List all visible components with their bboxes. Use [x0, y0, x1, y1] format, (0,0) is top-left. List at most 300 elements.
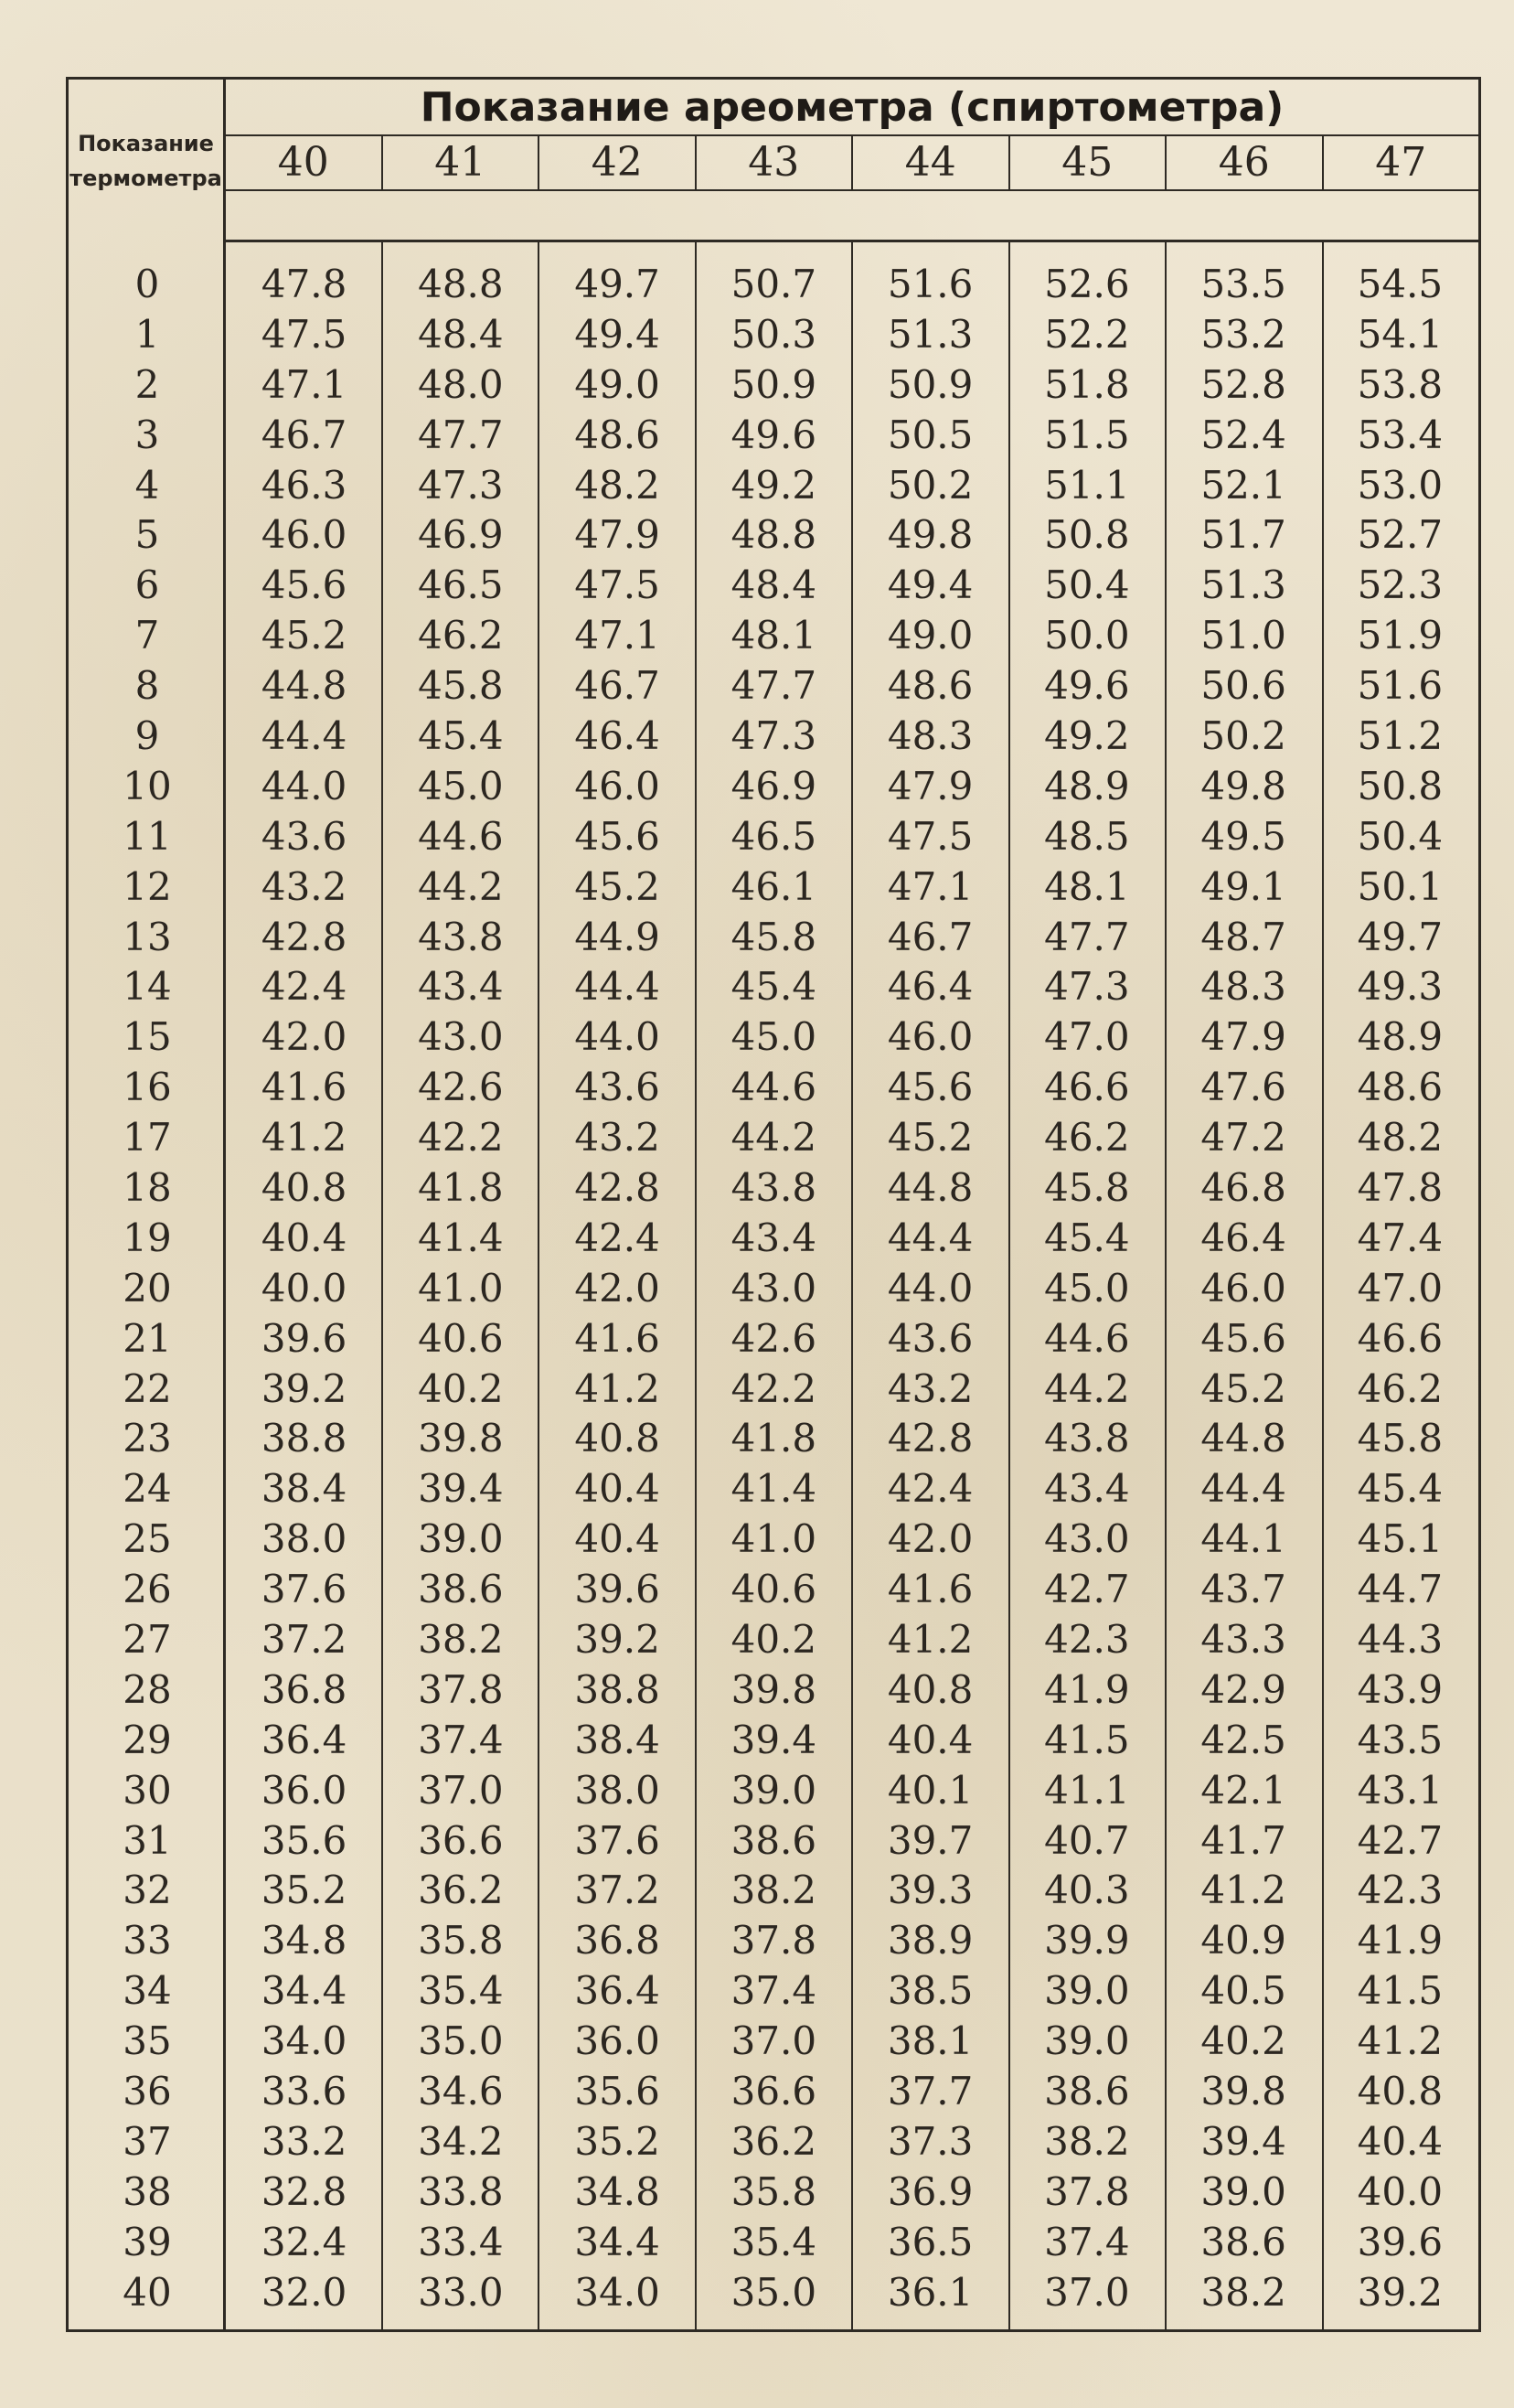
table-cell: 46.4 — [1200, 1215, 1286, 1260]
table-cell: 39.6 — [574, 1567, 660, 1612]
table-cell: 48.6 — [574, 412, 660, 457]
table-cell: 43.4 — [730, 1215, 817, 1260]
table-cell: 43.7 — [1200, 1567, 1286, 1612]
table-cell: 48.6 — [887, 663, 974, 709]
table-cell: 35.2 — [261, 1868, 347, 1913]
table-row — [69, 1715, 1478, 1765]
table-cell: 44.7 — [1357, 1567, 1444, 1612]
table-cell: 41.0 — [418, 1265, 504, 1311]
table-cell: 49.6 — [1044, 663, 1130, 709]
column-header-0: 40 — [226, 134, 383, 189]
table-cell: 46.7 — [261, 412, 347, 457]
table-cell: 36.4 — [261, 1717, 347, 1762]
table-cell: 52.8 — [1200, 361, 1286, 407]
thermometer-reading: 10 — [123, 763, 172, 808]
table-cell: 44.0 — [887, 1265, 974, 1311]
thermometer-header-cell — [69, 80, 226, 242]
table-cell: 38.8 — [261, 1416, 347, 1461]
table-cell: 45.2 — [1200, 1365, 1286, 1411]
thermometer-reading: 31 — [123, 1817, 172, 1863]
table-cell: 36.0 — [574, 2018, 660, 2064]
thermometer-reading: 13 — [123, 914, 172, 959]
table-cell: 44.0 — [261, 763, 347, 808]
table-cell: 52.1 — [1200, 462, 1286, 508]
table-cell: 43.2 — [261, 863, 347, 909]
table-cell: 37.4 — [1044, 2219, 1130, 2264]
table-cell: 35.6 — [261, 1817, 347, 1863]
table-cell: 48.9 — [1357, 1014, 1444, 1060]
thermometer-reading: 20 — [123, 1265, 172, 1311]
table-cell: 47.9 — [887, 763, 974, 808]
table-cell: 38.4 — [261, 1466, 347, 1512]
table-cell: 51.3 — [1200, 562, 1286, 608]
table-cell: 44.6 — [730, 1065, 817, 1110]
table-cell: 43.9 — [1357, 1666, 1444, 1712]
table-cell: 50.3 — [730, 311, 817, 357]
table-cell: 44.4 — [261, 712, 347, 758]
table-cell: 50.6 — [1200, 663, 1286, 709]
table-cell: 50.5 — [887, 412, 974, 457]
table-cell: 46.7 — [574, 663, 660, 709]
table-cell: 35.6 — [574, 2069, 660, 2114]
table-row — [69, 1765, 1478, 1815]
table-cell: 45.8 — [1044, 1164, 1130, 1210]
table-cell: 46.2 — [1357, 1365, 1444, 1411]
table-cell: 32.0 — [261, 2269, 347, 2315]
table-cell: 47.0 — [1044, 1014, 1130, 1060]
table-row — [69, 1162, 1478, 1213]
table-cell: 51.5 — [1044, 412, 1130, 457]
table-cell: 40.4 — [574, 1466, 660, 1512]
table-cell: 42.0 — [261, 1014, 347, 1060]
column-header-6: 46 — [1167, 134, 1324, 189]
table-cell: 41.5 — [1357, 1968, 1444, 2014]
table-cell: 42.7 — [1357, 1817, 1444, 1863]
table-cell: 51.2 — [1357, 712, 1444, 758]
table-cell: 48.0 — [418, 361, 504, 407]
table-cell: 47.1 — [261, 361, 347, 407]
table-cell: 49.1 — [1200, 863, 1286, 909]
thermometer-reading: 11 — [123, 813, 172, 859]
table-cell: 44.6 — [418, 813, 504, 859]
table-cell: 50.0 — [1044, 613, 1130, 658]
table-cell: 48.8 — [418, 261, 504, 306]
table-cell: 39.8 — [418, 1416, 504, 1461]
corner-label-line1: Показание — [78, 131, 214, 156]
table-cell: 42.2 — [730, 1365, 817, 1411]
table-cell: 47.5 — [261, 311, 347, 357]
table-cell: 43.8 — [418, 914, 504, 959]
table-cell: 41.8 — [418, 1164, 504, 1210]
table-cell: 40.5 — [1200, 1968, 1286, 2014]
thermometer-reading: 14 — [123, 964, 172, 1010]
table-cell: 39.0 — [1044, 1968, 1130, 2014]
table-cell: 46.1 — [730, 863, 817, 909]
thermometer-reading: 8 — [134, 663, 160, 709]
table-cell: 41.1 — [1044, 1767, 1130, 1813]
table-cell: 40.1 — [887, 1767, 974, 1813]
table-cell: 41.6 — [574, 1315, 660, 1361]
table-cell: 34.0 — [261, 2018, 347, 2064]
table-cell: 44.4 — [887, 1215, 974, 1260]
table-cell: 33.6 — [261, 2069, 347, 2114]
table-cell: 44.6 — [1044, 1315, 1130, 1361]
table-cell: 49.0 — [574, 361, 660, 407]
table-cell: 43.0 — [1044, 1516, 1130, 1562]
table-cell: 36.0 — [261, 1767, 347, 1813]
thermometer-reading: 15 — [123, 1014, 172, 1060]
table-cell: 42.8 — [574, 1164, 660, 1210]
table-row — [69, 2016, 1478, 2066]
table-cell: 46.3 — [261, 462, 347, 508]
table-cell: 47.6 — [1200, 1065, 1286, 1110]
table-cell: 39.2 — [261, 1365, 347, 1411]
table-cell: 49.2 — [730, 462, 817, 508]
table-cell: 53.0 — [1357, 462, 1444, 508]
table-cell: 46.4 — [887, 964, 974, 1010]
table-cell: 50.9 — [730, 361, 817, 407]
table-row — [69, 961, 1478, 1011]
table-cell: 46.6 — [1357, 1315, 1444, 1361]
table-cell: 36.6 — [418, 1817, 504, 1863]
table-cell: 48.1 — [1044, 863, 1130, 909]
table-cell: 37.4 — [418, 1717, 504, 1762]
table-cell: 45.6 — [574, 813, 660, 859]
table-cell: 36.2 — [418, 1868, 504, 1913]
table-cell: 39.0 — [730, 1767, 817, 1813]
thermometer-reading: 5 — [134, 512, 160, 558]
table-row — [69, 509, 1478, 560]
table-cell: 38.4 — [574, 1717, 660, 1762]
table-cell: 51.1 — [1044, 462, 1130, 508]
table-cell: 43.2 — [574, 1115, 660, 1161]
table-row — [69, 460, 1478, 510]
table-row — [69, 862, 1478, 912]
table-cell: 36.6 — [730, 2069, 817, 2114]
table-cell: 47.1 — [574, 613, 660, 658]
table-cell: 48.4 — [418, 311, 504, 357]
table-body — [69, 259, 1478, 2317]
table-cell: 43.6 — [887, 1315, 974, 1361]
table-cell: 41.2 — [887, 1616, 974, 1662]
table-cell: 38.5 — [887, 1968, 974, 2014]
table-cell: 41.8 — [730, 1416, 817, 1461]
table-cell: 48.1 — [730, 613, 817, 658]
table-cell: 44.2 — [418, 863, 504, 909]
table-cell: 48.9 — [1044, 763, 1130, 808]
table-cell: 50.4 — [1044, 562, 1130, 608]
table-cell: 45.4 — [418, 712, 504, 758]
table-cell: 41.4 — [418, 1215, 504, 1260]
thermometer-reading: 28 — [123, 1666, 172, 1712]
table-cell: 33.4 — [418, 2219, 504, 2264]
table-cell: 39.2 — [1357, 2269, 1444, 2315]
table-cell: 37.2 — [574, 1868, 660, 1913]
table-cell: 34.0 — [574, 2269, 660, 2315]
table-cell: 51.9 — [1357, 613, 1444, 658]
table-cell: 46.4 — [574, 712, 660, 758]
table-cell: 46.0 — [887, 1014, 974, 1060]
table-row — [69, 711, 1478, 761]
thermometer-reading: 18 — [123, 1164, 172, 1210]
table-cell: 45.6 — [887, 1065, 974, 1110]
table-cell: 44.0 — [574, 1014, 660, 1060]
table-cell: 53.4 — [1357, 412, 1444, 457]
thermometer-reading: 30 — [123, 1767, 172, 1813]
table-cell: 38.2 — [418, 1616, 504, 1662]
table-row — [69, 1364, 1478, 1414]
thermometer-reading: 7 — [134, 613, 160, 658]
table-cell: 37.4 — [730, 1968, 817, 2014]
table-cell: 53.2 — [1200, 311, 1286, 357]
table-cell: 41.9 — [1357, 1918, 1444, 1964]
table-cell: 40.4 — [887, 1717, 974, 1762]
table-cell: 38.2 — [730, 1868, 817, 1913]
table-cell: 40.2 — [418, 1365, 504, 1411]
table-row — [69, 2116, 1478, 2167]
table-cell: 35.0 — [418, 2018, 504, 2064]
table-cell: 46.5 — [730, 813, 817, 859]
table-cell: 39.8 — [730, 1666, 817, 1712]
table-cell: 49.5 — [1200, 813, 1286, 859]
table-row — [69, 1263, 1478, 1313]
table-cell: 45.4 — [1357, 1466, 1444, 1512]
table-cell: 47.5 — [574, 562, 660, 608]
thermometer-reading: 17 — [123, 1115, 172, 1161]
thermometer-reading: 34 — [123, 1968, 172, 2014]
table-cell: 42.1 — [1200, 1767, 1286, 1813]
table-cell: 46.2 — [418, 613, 504, 658]
table-cell: 39.3 — [887, 1868, 974, 1913]
thermometer-reading: 35 — [123, 2018, 172, 2064]
table-cell: 34.2 — [418, 2118, 504, 2164]
table-cell: 42.7 — [1044, 1567, 1130, 1612]
table-cell: 45.8 — [730, 914, 817, 959]
table-cell: 47.7 — [730, 663, 817, 709]
table-cell: 36.2 — [730, 2118, 817, 2164]
table-cell: 35.4 — [418, 1968, 504, 2014]
table-cell: 35.0 — [730, 2269, 817, 2315]
table-row — [69, 1664, 1478, 1715]
table-cell: 47.2 — [1200, 1115, 1286, 1161]
table-cell: 34.4 — [574, 2219, 660, 2264]
table-cell: 43.1 — [1357, 1767, 1444, 1813]
table-cell: 48.3 — [887, 712, 974, 758]
table-row — [69, 912, 1478, 962]
thermometer-reading: 37 — [123, 2118, 172, 2164]
thermometer-reading: 6 — [134, 562, 160, 608]
column-header-3: 43 — [697, 134, 854, 189]
table-row — [69, 660, 1478, 711]
thermometer-reading: 24 — [123, 1466, 172, 1512]
thermometer-reading: 39 — [123, 2219, 172, 2264]
thermometer-reading: 40 — [123, 2269, 172, 2315]
table-cell: 45.8 — [418, 663, 504, 709]
table-cell: 37.0 — [1044, 2269, 1130, 2315]
table-cell: 47.8 — [1357, 1164, 1444, 1210]
table-cell: 39.8 — [1200, 2069, 1286, 2114]
table-cell: 48.3 — [1200, 964, 1286, 1010]
table-row — [69, 1213, 1478, 1263]
table-cell: 39.0 — [1044, 2018, 1130, 2064]
table-cell: 50.2 — [887, 462, 974, 508]
table-row — [69, 2217, 1478, 2267]
table-cell: 48.8 — [730, 512, 817, 558]
table-row — [69, 259, 1478, 309]
table-cell: 41.2 — [574, 1365, 660, 1411]
table-cell: 36.8 — [261, 1666, 347, 1712]
table-cell: 53.5 — [1200, 261, 1286, 306]
table-cell: 36.4 — [574, 1968, 660, 2014]
table-cell: 46.5 — [418, 562, 504, 608]
table-cell: 41.2 — [1200, 1868, 1286, 1913]
table-cell: 43.4 — [1044, 1466, 1130, 1512]
table-cell: 40.8 — [1357, 2069, 1444, 2114]
table-cell: 47.7 — [1044, 914, 1130, 959]
table-cell: 44.2 — [1044, 1365, 1130, 1411]
table-row — [69, 1815, 1478, 1866]
table-cell: 49.7 — [1357, 914, 1444, 959]
table-cell: 45.0 — [1044, 1265, 1130, 1311]
table-cell: 36.5 — [887, 2219, 974, 2264]
column-header-5: 45 — [1010, 134, 1167, 189]
table-cell: 37.0 — [730, 2018, 817, 2064]
table-cell: 40.0 — [261, 1265, 347, 1311]
table-cell: 47.1 — [887, 863, 974, 909]
table-cell: 43.6 — [261, 813, 347, 859]
thermometer-reading: 3 — [134, 412, 160, 457]
table-cell: 41.6 — [887, 1567, 974, 1612]
table-cell: 35.4 — [730, 2219, 817, 2264]
table-cell: 42.6 — [730, 1315, 817, 1361]
table-cell: 38.8 — [574, 1666, 660, 1712]
table-cell: 40.4 — [261, 1215, 347, 1260]
table-cell: 44.2 — [730, 1115, 817, 1161]
table-cell: 39.0 — [1200, 2168, 1286, 2214]
table-cell: 45.2 — [261, 613, 347, 658]
table-cell: 33.2 — [261, 2118, 347, 2164]
table-cell: 41.2 — [1357, 2018, 1444, 2064]
thermometer-reading: 0 — [134, 261, 160, 306]
table-cell: 42.8 — [887, 1416, 974, 1461]
table-cell: 40.8 — [887, 1666, 974, 1712]
blank-header-row — [226, 189, 1478, 242]
table-cell: 45.6 — [1200, 1315, 1286, 1361]
table-row — [69, 1011, 1478, 1062]
table-cell: 40.6 — [418, 1315, 504, 1361]
table-cell: 52.6 — [1044, 261, 1130, 306]
hydrometer-column-headers — [226, 134, 1478, 191]
thermometer-reading: 16 — [123, 1065, 172, 1110]
table-cell: 42.5 — [1200, 1717, 1286, 1762]
table-cell: 46.7 — [887, 914, 974, 959]
table-row — [69, 560, 1478, 610]
table-row — [69, 359, 1478, 410]
table-cell: 34.8 — [574, 2168, 660, 2214]
table-cell: 45.6 — [261, 562, 347, 608]
thermometer-reading: 23 — [123, 1416, 172, 1461]
table-cell: 38.2 — [1044, 2118, 1130, 2164]
table-cell: 44.8 — [261, 663, 347, 709]
table-cell: 42.3 — [1044, 1616, 1130, 1662]
table-cell: 39.4 — [418, 1466, 504, 1512]
table-cell: 35.8 — [418, 1918, 504, 1964]
table-cell: 49.0 — [887, 613, 974, 658]
table-cell: 44.8 — [887, 1164, 974, 1210]
table-row — [69, 2066, 1478, 2116]
table-cell: 37.6 — [261, 1567, 347, 1612]
table-cell: 48.2 — [1357, 1115, 1444, 1161]
table-cell: 50.8 — [1357, 763, 1444, 808]
table-cell: 44.9 — [574, 914, 660, 959]
table-cell: 45.8 — [1357, 1416, 1444, 1461]
table-cell: 38.9 — [887, 1918, 974, 1964]
table-cell: 49.4 — [887, 562, 974, 608]
table-cell: 39.9 — [1044, 1918, 1130, 1964]
table-cell: 37.8 — [1044, 2168, 1130, 2214]
table-cell: 51.3 — [887, 311, 974, 357]
table-cell: 39.6 — [261, 1315, 347, 1361]
table-row — [69, 610, 1478, 660]
table-cell: 42.6 — [418, 1065, 504, 1110]
table-cell: 46.0 — [1200, 1265, 1286, 1311]
table-cell: 43.0 — [730, 1265, 817, 1311]
table-cell: 40.7 — [1044, 1817, 1130, 1863]
table-cell: 52.3 — [1357, 562, 1444, 608]
table-cell: 43.3 — [1200, 1616, 1286, 1662]
table-cell: 35.8 — [730, 2168, 817, 2214]
table-cell: 36.1 — [887, 2269, 974, 2315]
table-cell: 32.8 — [261, 2168, 347, 2214]
table-cell: 47.9 — [574, 512, 660, 558]
table-cell: 37.3 — [887, 2118, 974, 2164]
table-cell: 46.0 — [574, 763, 660, 808]
table-cell: 45.0 — [418, 763, 504, 808]
table-cell: 40.4 — [574, 1516, 660, 1562]
table-cell: 36.8 — [574, 1918, 660, 1964]
table-cell: 40.0 — [1357, 2168, 1444, 2214]
table-cell: 38.0 — [574, 1767, 660, 1813]
table-cell: 34.4 — [261, 1968, 347, 2014]
table-cell: 40.3 — [1044, 1868, 1130, 1913]
table-cell: 54.5 — [1357, 261, 1444, 306]
table-row — [69, 309, 1478, 359]
column-header-7: 47 — [1375, 138, 1427, 186]
thermometer-reading: 21 — [123, 1315, 172, 1361]
table-cell: 38.6 — [730, 1817, 817, 1863]
table-cell: 42.4 — [261, 964, 347, 1010]
table-row — [69, 2167, 1478, 2217]
table-cell: 37.6 — [574, 1817, 660, 1863]
table-cell: 40.6 — [730, 1567, 817, 1612]
table-cell: 43.5 — [1357, 1717, 1444, 1762]
table-cell: 42.2 — [418, 1115, 504, 1161]
table-cell: 43.0 — [418, 1014, 504, 1060]
table-cell: 44.4 — [574, 964, 660, 1010]
table-cell: 38.0 — [261, 1516, 347, 1562]
table-cell: 34.6 — [418, 2069, 504, 2114]
table-cell: 52.2 — [1044, 311, 1130, 357]
table-cell: 47.8 — [261, 261, 347, 306]
table-cell: 51.0 — [1200, 613, 1286, 658]
table-cell: 38.2 — [1200, 2269, 1286, 2315]
table-cell: 42.0 — [574, 1265, 660, 1311]
table-cell: 43.8 — [730, 1164, 817, 1210]
table-cell: 37.8 — [730, 1918, 817, 1964]
table-cell: 49.3 — [1357, 964, 1444, 1010]
table-row — [69, 2267, 1478, 2317]
table-cell: 41.9 — [1044, 1666, 1130, 1712]
